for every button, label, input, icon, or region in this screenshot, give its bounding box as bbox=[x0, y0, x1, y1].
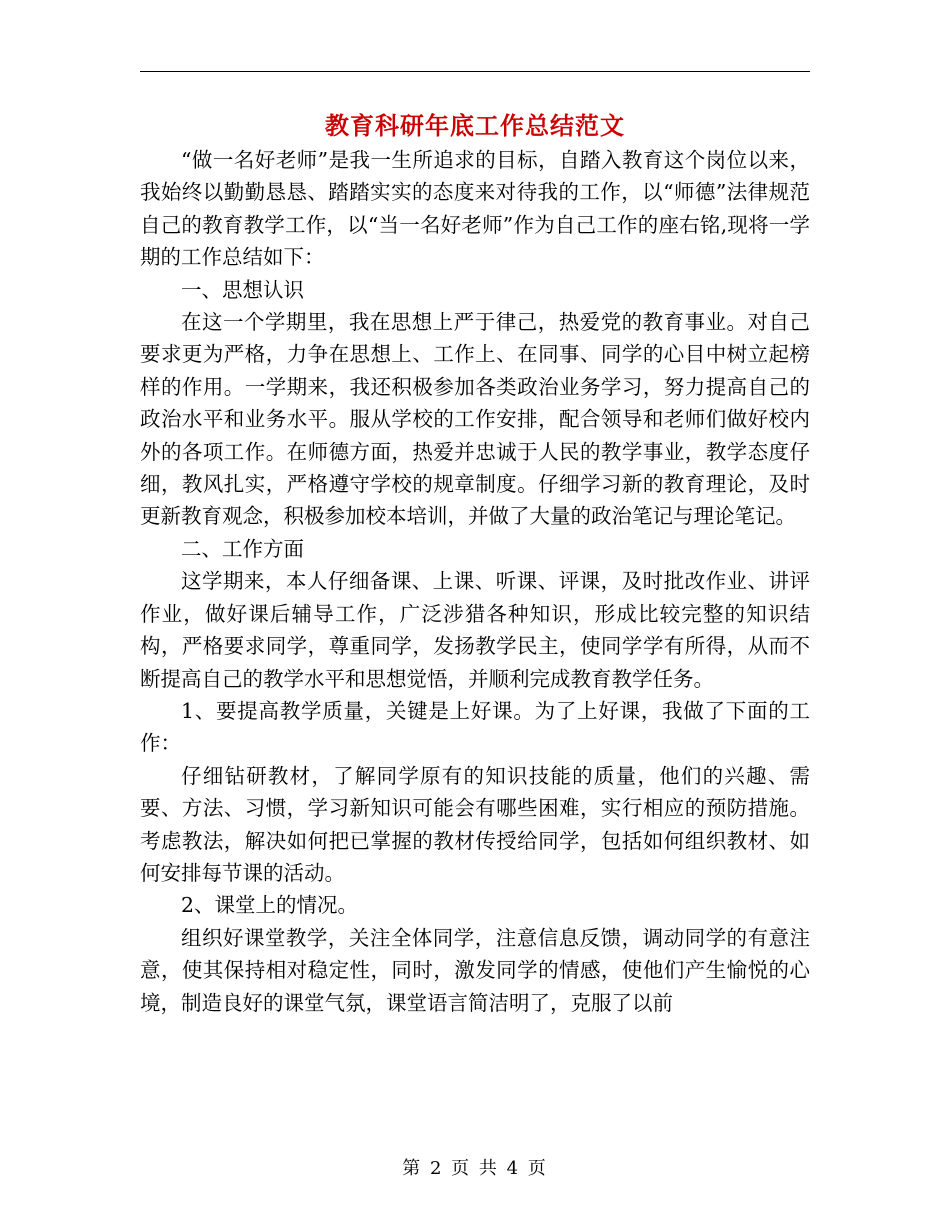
document-title: 教育科研年底工作总结范文 bbox=[325, 111, 625, 140]
point-2-paragraph: 2、课堂上的情况。 bbox=[181, 893, 359, 918]
intro-paragraph: “做一名好老师”是我一生所追求的目标，自踏入教育这个岗位以来，我始终以勤勤恳恳、踏踏实实的态度来对待我的工作，以“师德”法律规范自己的教育教学工作，以“当一名好老师”作为自己工作的座右铭,现将一学期的工作总结如下： bbox=[140, 148, 810, 270]
page-footer: 第 2 页 共 4 页 bbox=[402, 1158, 548, 1179]
document-body bbox=[140, 144, 810, 1019]
work-paragraph: 这学期来，本人仔细备课、上课、听课、评课，及时批改作业、讲评作业，做好课后辅导工作，广泛涉猎各种知识，形成比较完整的知识结构，严格要求同学，尊重同学，发扬教学民主，使同学学有所得，从而不断提高自己的教学水平和思想觉悟，并顺利完成教育教学任务。 bbox=[140, 569, 810, 691]
classroom-paragraph: 组织好课堂教学，关注全体同学，注意信息反馈，调动同学的有意注意，使其保持相对稳定性，同时，激发同学的情感，使他们产生愉悦的心境，制造良好的课堂气氛，课堂语言简洁明了，克服了以前 bbox=[140, 925, 810, 1015]
thought-paragraph: 在这一个学期里，我在思想上严于律己，热爱党的教育事业。对自己要求更为严格，力争在思想上、工作上、在同事、同学的心目中树立起榜样的作用。一学期来，我还积极参加各类政治业务学习，努力提高自己的政治水平和业务水平。服从学校的工作安排，配合领导和老师们做好校内外的各项工作。在师德方面，热爱并忠诚于人民的教学事业，教学态度仔细，教风扎实，严格遵守学校的规章制度。仔细学习新的教育理论，及时更新教育观念，积极参加校本培训，并做了大量的政治笔记与理论笔记。 bbox=[140, 310, 810, 529]
section-heading-work: 二、工作方面 bbox=[181, 536, 304, 561]
preparation-paragraph: 仔细钻研教材，了解同学原有的知识技能的质量，他们的兴趣、需要、方法、习惯，学习新知识可能会有哪些困难，实行相应的预防措施。考虑教法，解决如何把已掌握的教材传授给同学，包括如何组织教材、如何安排每节课的活动。 bbox=[140, 763, 810, 885]
section-heading-thought: 一、思想认识 bbox=[181, 277, 304, 302]
header-rule bbox=[140, 71, 810, 72]
point-1-paragraph: 1、要提高教学质量，关键是上好课。为了上好课，我做了下面的工作： bbox=[140, 698, 810, 756]
